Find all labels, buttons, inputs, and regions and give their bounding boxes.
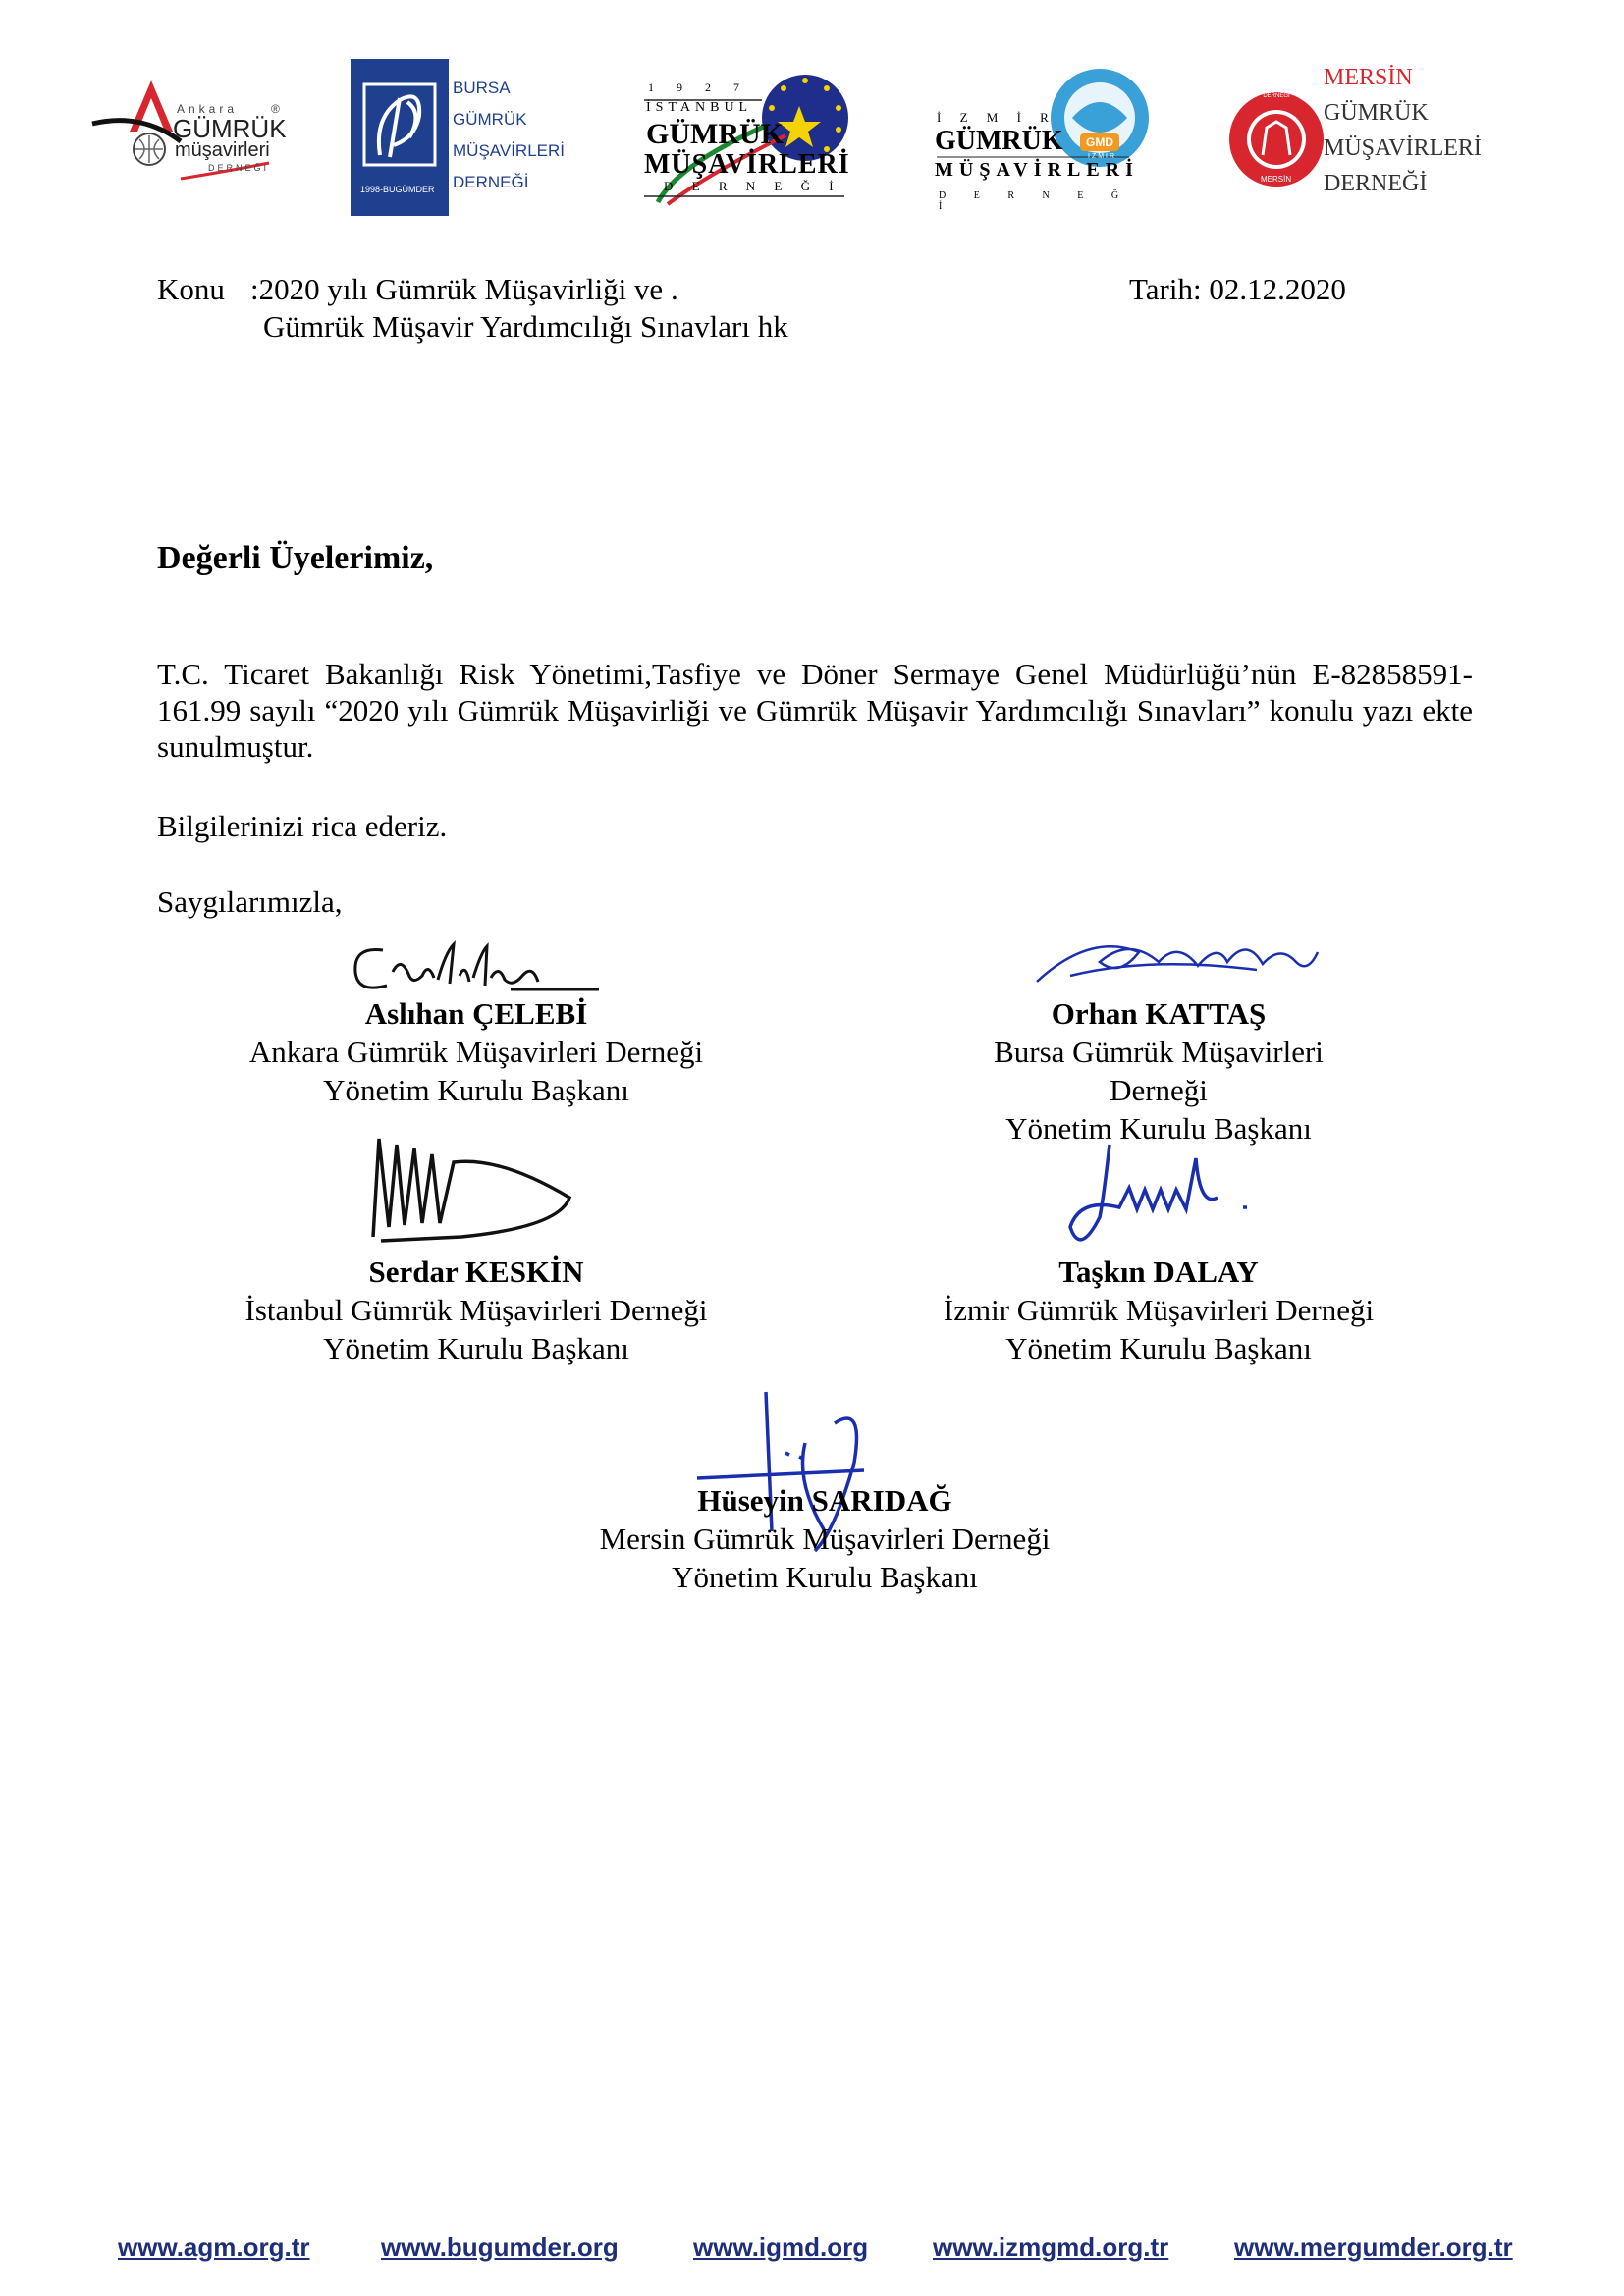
bursa-logo-line-2: GÜMRÜK: [453, 110, 527, 129]
signatory-title: Yönetim Kurulu Başkanı: [1005, 1331, 1312, 1365]
istanbul-logo-line-1: GÜMRÜK: [646, 118, 784, 150]
date: Tarih: 02.12.2020: [1129, 272, 1346, 306]
mersin-logo-line-2: GÜMRÜK: [1324, 100, 1429, 126]
ankara-logo-tiny: DERNEĞİ: [208, 163, 270, 173]
izmir-logo-ring-bottom: İZMİR: [1088, 153, 1117, 160]
footer-link-mergumder[interactable]: www.mergumder.org.tr: [1234, 2232, 1513, 2262]
izmir-logo-badge: GMD: [1086, 135, 1113, 149]
istanbul-logo-line-3: D E R N E Ğ İ: [664, 179, 841, 193]
bursa-logo: [351, 59, 565, 216]
signature-celebi: [344, 933, 619, 1001]
konu-line-1: :2020 yılı Gümrük Müşavirliği ve .: [250, 272, 678, 306]
ankara-logo-sub: müşavirleri: [175, 139, 270, 161]
salutation: Değerli Üyelerimiz,: [157, 540, 434, 576]
signatory-title: Yönetim Kurulu Başkanı: [672, 1560, 978, 1594]
signatory-org: İstanbul Gümrük Müşavirleri Derneği: [244, 1293, 708, 1327]
signature-kattas: [1031, 923, 1326, 991]
closing-regards: Saygılarımızla,: [157, 884, 343, 919]
bursa-logo-line-4: DERNEĞİ: [453, 173, 529, 191]
mersin-logo-line-3: MÜŞAVİRLERİ: [1324, 135, 1482, 161]
bursa-logo-line-1: BURSA: [453, 79, 511, 97]
signatory-name: Hüseyin SARIDAĞ: [697, 1483, 952, 1518]
signatory-name: Taşkın DALAY: [1058, 1255, 1259, 1289]
izmir-logo-line-2: MÜŞAVİRLERİ: [935, 159, 1139, 181]
ankara-logo-small: Ankara: [177, 102, 239, 116]
izmir-logo-line-1: GÜMRÜK: [935, 126, 1063, 156]
signature-dalay: [1060, 1139, 1276, 1256]
signatory-org: Ankara Gümrük Müşavirleri Derneği: [248, 1035, 704, 1069]
signatory-4: [943, 1253, 1375, 1367]
konu-line-2: Gümrük Müşavir Yardımcılığı Sınavları hk: [263, 309, 788, 344]
signatory-3: [157, 1253, 795, 1367]
signatory-2: [943, 994, 1375, 1148]
izmir-logo: [933, 57, 1159, 224]
istanbul-logo-line-2: MÜŞAVİRLERİ: [644, 149, 850, 180]
istanbul-logo-city: İSTANBUL: [646, 100, 753, 115]
footer-link-igmd[interactable]: www.igmd.org: [693, 2232, 869, 2262]
konu-label: Konu: [157, 272, 225, 306]
footer-link-agm[interactable]: www.agm.org.tr: [118, 2232, 310, 2262]
bursa-logo-footer: 1998-BUGÜMDER: [360, 185, 435, 194]
closing-request: Bilgilerinizi rica ederiz.: [157, 809, 448, 843]
signatory-org: Mersin Gümrük Müşavirleri Derneği: [599, 1522, 1051, 1556]
signatory-5: [511, 1481, 1139, 1596]
signature-keskin: [363, 1129, 599, 1247]
footer-links: [0, 2232, 1624, 2271]
ankara-logo: [82, 73, 289, 190]
signatory-title: Yönetim Kurulu Başkanı: [323, 1073, 629, 1107]
mersin-logo: [1227, 57, 1482, 224]
signatory-name: Orhan KATTAŞ: [1051, 996, 1267, 1031]
istanbul-logo: [638, 57, 864, 214]
signatory-1: [157, 994, 795, 1109]
izmir-logo-city: İ Z M İ R: [937, 110, 1056, 125]
signatory-title: Yönetim Kurulu Başkanı: [323, 1331, 629, 1365]
body-paragraph: T.C. Ticaret Bakanlığı Risk Yönetimi,Tasfiye ve Döner Sermaye Genel Müdürlüğü’nün E-82858591-161.99 sayılı “2020 yılı Gümrük Müşavirliği ve Gümrük Müşavir Yardımcılığı Sınavları” konulu yazı ekte sunulmuştur.: [157, 657, 1473, 764]
ankara-logo-registered: ®: [271, 102, 280, 116]
istanbul-logo-year: 1 9 2 7: [648, 80, 749, 94]
signatory-title: Yönetim Kurulu Başkanı: [1005, 1111, 1312, 1146]
izmir-logo-line-3: D E R N E Ğ İ: [939, 190, 1132, 212]
footer-link-izmgmd[interactable]: www.izmgmd.org.tr: [933, 2232, 1169, 2262]
signatory-org: İzmir Gümrük Müşavirleri Derneği: [943, 1293, 1375, 1327]
ankara-logo-main: GÜMRÜK: [173, 114, 287, 143]
mersin-logo-ring-bottom: MERSİN: [1261, 175, 1292, 184]
signatory-name: Aslıhan ÇELEBİ: [364, 996, 588, 1031]
mersin-logo-line-1: MERSİN: [1324, 65, 1413, 90]
mersin-logo-ring-text: GÜMRÜK MÜŞAVİRLERİ DERNEĞİ: [1242, 86, 1311, 99]
signatory-org: Bursa Gümrük Müşavirleri Derneği: [994, 1035, 1324, 1107]
signatory-name: Serdar KESKİN: [368, 1255, 584, 1289]
bursa-logo-line-3: MÜŞAVİRLERİ: [453, 141, 565, 160]
mersin-logo-line-4: DERNEĞİ: [1324, 171, 1428, 196]
footer-link-bugumder[interactable]: www.bugumder.org: [381, 2232, 619, 2262]
